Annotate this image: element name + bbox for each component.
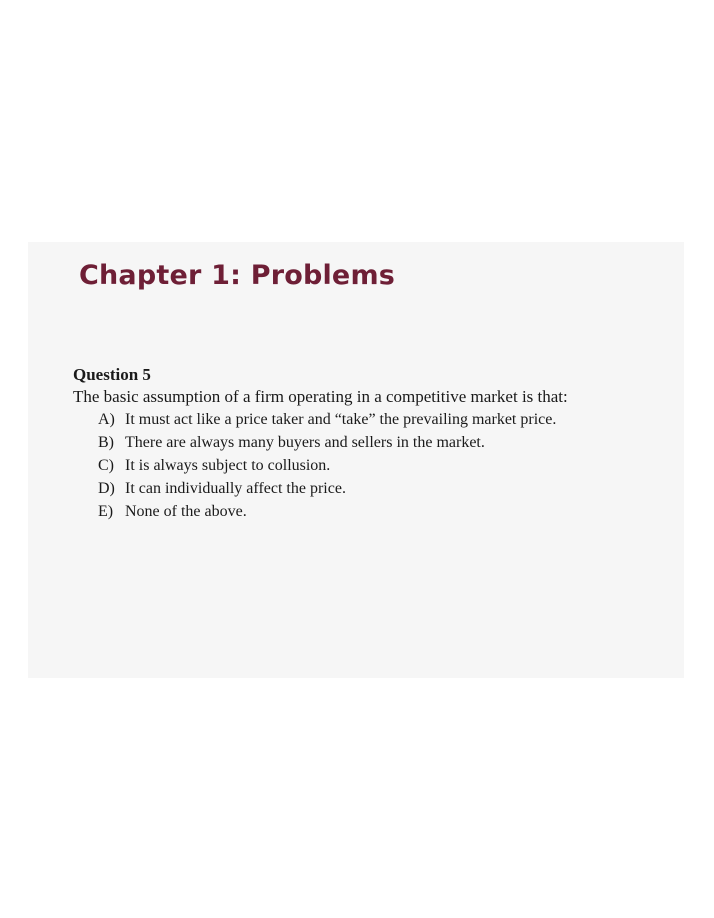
option-letter: A): [98, 411, 115, 428]
answer-option: [98, 500, 673, 523]
option-text: There are always many buyers and sellers in the market.: [125, 434, 485, 451]
answer-options: [73, 408, 673, 523]
question-stem: The basic assumption of a firm operating in a competitive market is that:: [73, 387, 568, 406]
option-text: It must act like a price taker and “take” the prevailing market price.: [125, 411, 557, 428]
option-text: It can individually affect the price.: [125, 480, 346, 497]
option-letter: C): [98, 457, 114, 474]
answer-option: [98, 454, 673, 477]
option-letter: E): [98, 503, 114, 520]
slide: [28, 242, 684, 678]
answer-option: [98, 477, 673, 500]
option-text: None of the above.: [125, 503, 247, 520]
chapter-title: Chapter 1: Problems: [79, 260, 396, 291]
option-letter: D): [98, 480, 115, 497]
option-text: It is always subject to collusion.: [125, 457, 331, 474]
question-block: [73, 364, 673, 523]
answer-option: [98, 431, 673, 454]
option-letter: B): [98, 434, 114, 451]
question-number: Question 5: [73, 365, 151, 384]
answer-option: [98, 408, 673, 431]
